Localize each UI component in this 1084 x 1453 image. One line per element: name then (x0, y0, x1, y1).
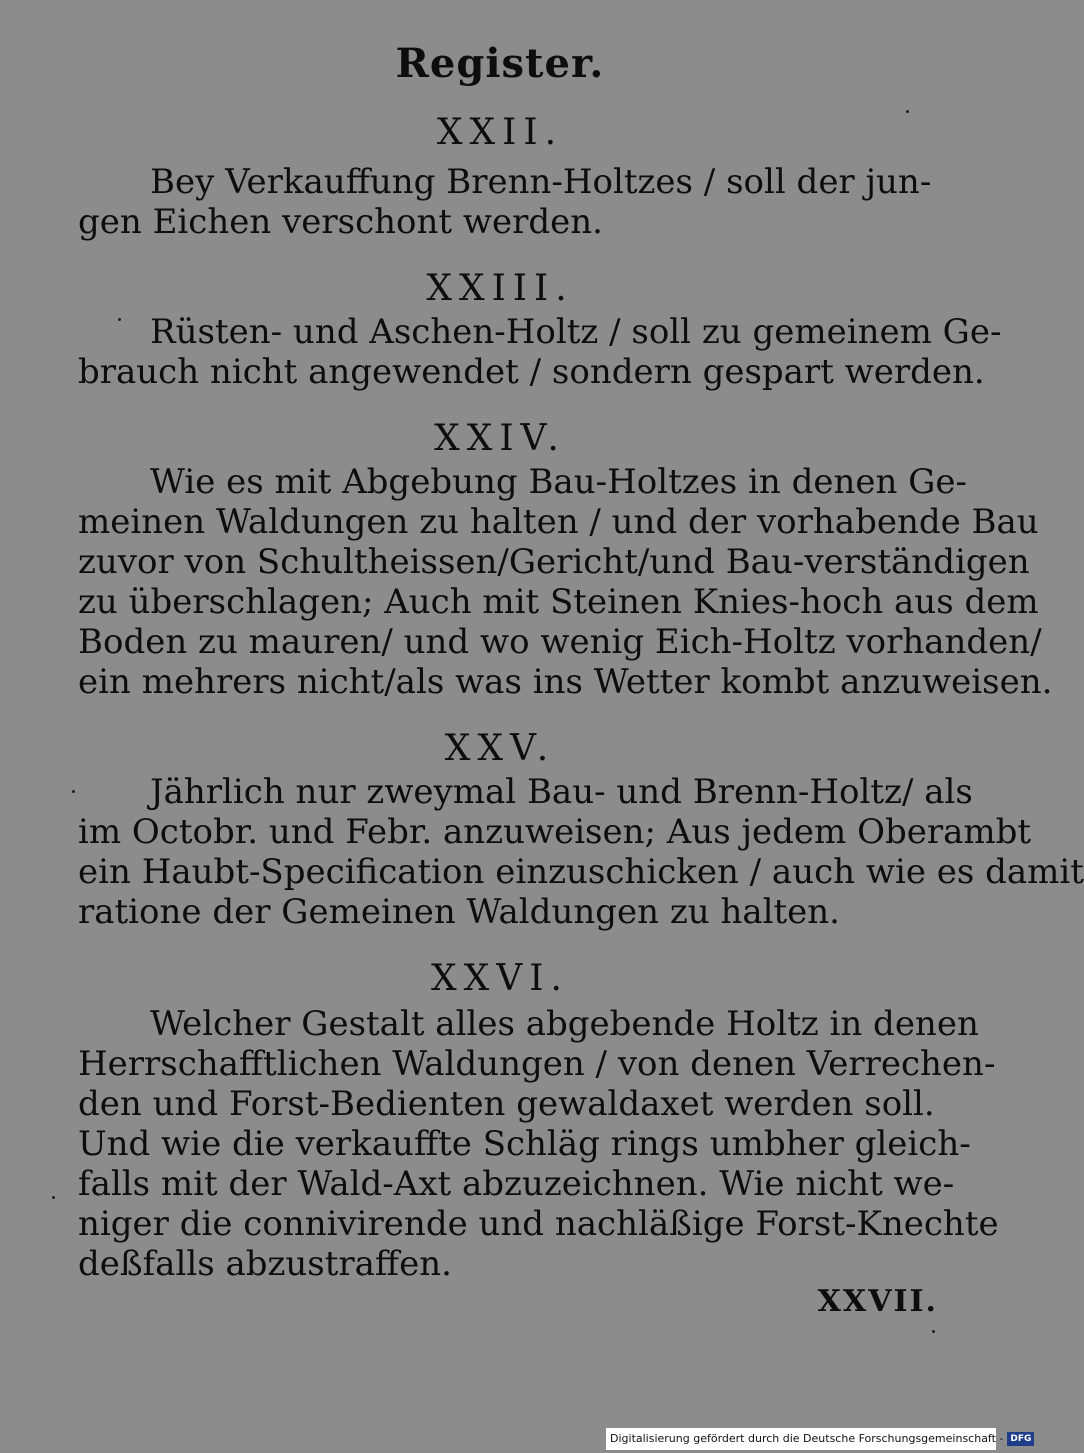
text-line: gen Eichen verschont werden. (78, 202, 603, 242)
catchword: XXVII. (817, 1284, 938, 1319)
text-line: ratione der Gemeinen Waldungen zu halten. (78, 892, 840, 932)
text-line: Rüsten- und Aschen-Holtz / soll zu gemeinem Ge- (150, 312, 1002, 352)
section-text-xxv (78, 772, 1084, 932)
text-line: zu überschlagen; Auch mit Steinen Knies-hoch aus dem (78, 582, 1039, 622)
text-line: brauch nicht angewendet / sondern gespart werden. (78, 352, 985, 392)
text-line: niger die connivirende und nachläßige Forst-Knechte (78, 1204, 999, 1244)
digitization-footer (606, 1428, 1032, 1450)
text-line: meinen Waldungen zu halten / und der vorhabende Bau (78, 502, 1039, 542)
scan-speck (932, 1330, 935, 1333)
scan-speck (52, 1196, 55, 1199)
text-line: Und wie die verkauffte Schläg rings umbher gleich- (78, 1124, 971, 1164)
section-text-xxii (78, 162, 940, 242)
section-number-xxii: XXII. (436, 112, 564, 153)
text-line: ein mehrers nicht/als was ins Wetter kombt anzuweisen. (78, 662, 1053, 702)
text-line: im Octobr. und Febr. anzuweisen; Aus jedem Oberambt (78, 812, 1032, 852)
text-line: falls mit der Wald-Axt abzuzeichnen. Wie nicht we- (78, 1164, 955, 1204)
text-line: Welcher Gestalt alles abgebende Holtz in denen (150, 1004, 979, 1044)
page-heading: Register. (395, 40, 605, 87)
section-number-xxiii: XXIII. (426, 268, 574, 309)
text-line: Bey Verkauffung Brenn-Holtzes / soll der jun- (150, 162, 932, 202)
section-number-xxiv: XXIV. (434, 418, 566, 459)
text-line: den und Forst-Bedienten gewaldaxet werden soll. (78, 1084, 935, 1124)
text-line: Jährlich nur zweymal Bau- und Brenn-Holtz/ als (150, 772, 973, 812)
text-line: deßfalls abzustraffen. (78, 1244, 452, 1284)
section-number-xxv: XXV. (444, 728, 556, 769)
section-text-xxiii (78, 312, 1002, 392)
section-text-xxiv (78, 462, 1053, 702)
text-line: Herrschafftlichen Waldungen / von denen Verrechen- (78, 1044, 996, 1084)
text-line: Wie es mit Abgebung Bau-Holtzes in denen Ge- (150, 462, 967, 502)
scan-speck (72, 790, 75, 793)
text-line: Boden zu mauren/ und wo wenig Eich-Holtz vorhanden/ (78, 622, 1042, 662)
dfg-logo: DFG (1007, 1432, 1034, 1446)
text-line: zuvor von Schultheissen/Gericht/und Bau-verständigen (78, 542, 1030, 582)
scan-speck (906, 110, 909, 113)
section-text-xxvi (78, 1004, 999, 1284)
footer-text: Digitalisierung gefördert durch die Deutsche Forschungsgemeinschaft - (610, 1432, 1004, 1445)
scan-speck (118, 318, 121, 321)
text-line: ein Haubt-Specification einzuschicken / auch wie es damit (78, 852, 1084, 892)
section-number-xxvi: XXVI. (431, 958, 569, 999)
